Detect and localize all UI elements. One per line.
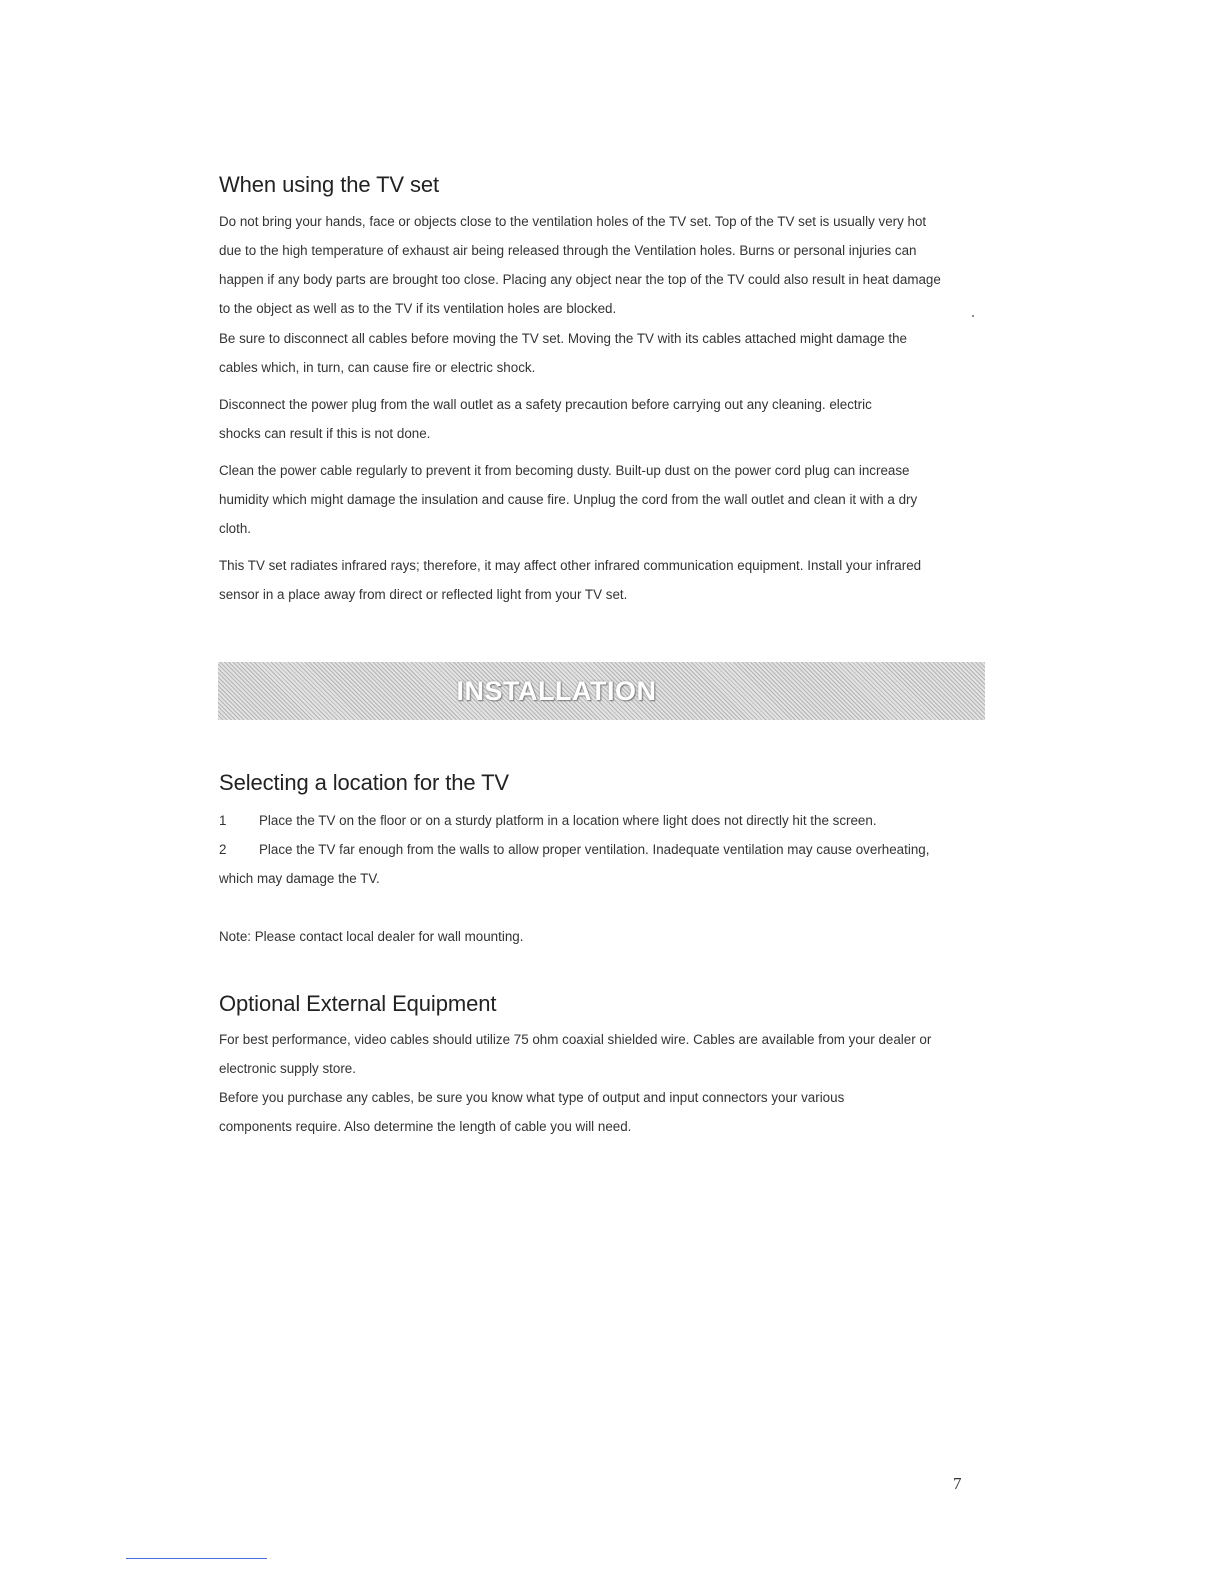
paragraph-line: shocks can result if this is not done. [219, 426, 431, 441]
paragraph-line: sensor in a place away from direct or reflected light from your TV set. [219, 587, 628, 602]
paragraph-line: This TV set radiates infrared rays; therefore, it may affect other infrared communication equipment. Install your infrared [219, 558, 922, 573]
section-title-selecting-location: Selecting a location for the TV [219, 770, 510, 795]
installation-banner [218, 662, 985, 720]
paragraph-line: Disconnect the power plug from the wall outlet as a safety precaution before carrying out any cleaning. electric [219, 397, 872, 412]
paragraph-line: cloth. [219, 521, 252, 536]
paragraph-line: due to the high temperature of exhaust air being released through the Ventilation holes. Burns or personal injuries can [219, 243, 917, 258]
paragraph-line: Do not bring your hands, face or objects close to the ventilation holes of the TV set. Top of the TV set is usually very hot [219, 214, 927, 229]
paragraph-line: Clean the power cable regularly to prevent it from becoming dusty. Built-up dust on the power cord plug can increase [219, 463, 910, 478]
paragraph-line: happen if any body parts are brought too close. Placing any object near the top of the TV could also result in heat damage [219, 272, 941, 287]
paragraph-line: components require. Also determine the length of cable you will need. [219, 1119, 632, 1134]
scan-artifact [972, 315, 974, 317]
footnote-divider [126, 1558, 267, 1559]
section-title-optional-equipment: Optional External Equipment [219, 991, 497, 1016]
paragraph-line: cables which, in turn, can cause fire or electric shock. [219, 360, 536, 375]
paragraph-line: electronic supply store. [219, 1061, 356, 1076]
page-number: 7 [953, 1474, 962, 1493]
paragraph-line: Be sure to disconnect all cables before moving the TV set. Moving the TV with its cables attached might damage the [219, 331, 908, 346]
paragraph-line: humidity which might damage the insulation and cause fire. Unplug the cord from the wall outlet and clean it with a dry [219, 492, 918, 507]
item-number: 2 [219, 842, 227, 857]
numbered-item [219, 812, 877, 830]
numbered-item [219, 841, 929, 859]
item-number: 1 [219, 813, 227, 828]
item-text: Place the TV on the floor or on a sturdy platform in a location where light does not directly hit the screen. [259, 813, 877, 828]
note-text: Note: Please contact local dealer for wall mounting. [219, 929, 524, 944]
item-text: Place the TV far enough from the walls to allow proper ventilation. Inadequate ventilation may cause overheating, [259, 842, 930, 857]
section-title-using-tv: When using the TV set [219, 172, 440, 197]
paragraph-line: to the object as well as to the TV if its ventilation holes are blocked. [219, 301, 617, 316]
banner-title: INSTALLATION [456, 675, 657, 706]
paragraph-line: For best performance, video cables should utilize 75 ohm coaxial shielded wire. Cables are available from your dealer or [219, 1032, 932, 1047]
paragraph-line: which may damage the TV. [219, 871, 380, 886]
paragraph-line: Before you purchase any cables, be sure you know what type of output and input connectors your various [219, 1090, 845, 1105]
